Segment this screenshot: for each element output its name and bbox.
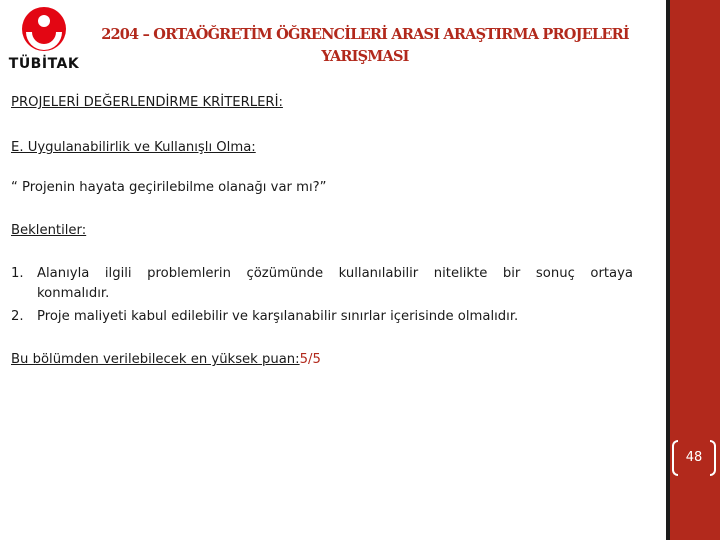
- criterion-heading: E. Uygulanabilirlik ve Kullanışlı Olma:: [11, 140, 256, 155]
- list-item-text: Proje maliyeti kabul edilebilir ve karşılanabilir sınırlar içerisinde olmalıdır.: [37, 309, 519, 324]
- section-heading: PROJELERİ DEĞERLENDİRME KRİTERLERİ:: [11, 95, 283, 110]
- right-bracket-icon: [710, 440, 716, 476]
- tubitak-logo-icon: [4, 4, 84, 56]
- score-value: 5/5: [299, 352, 321, 367]
- title-line-2: YARIŞMASI: [321, 48, 409, 65]
- logo-text: TÜBİTAK: [8, 56, 80, 72]
- title-line-1: 2204 – ORTAÖĞRETİM ÖĞRENCİLERİ ARASI ARAŞTIRMA PROJELERİ: [101, 26, 629, 43]
- list-item: [11, 307, 633, 327]
- criterion-question: “ Projenin hayata geçirilebilme olanağı var mı?”: [11, 180, 327, 195]
- expectations-heading: Beklentiler:: [11, 223, 87, 238]
- list-item: [11, 264, 633, 304]
- page-number: [672, 440, 716, 478]
- page-title: [100, 24, 630, 68]
- sidebar-divider: [666, 0, 670, 540]
- page-number-text: 48: [685, 450, 703, 465]
- list-item-number: 2.: [11, 309, 24, 324]
- expectations-list: [11, 264, 633, 330]
- list-item-number: 1.: [11, 266, 24, 281]
- score-label: Bu bölümden verilebilecek en yüksek puan:: [11, 352, 300, 367]
- score-line: [11, 352, 321, 367]
- tubitak-logo: [4, 4, 84, 78]
- list-item-text: Alanıyla ilgili problemlerin çözümünde kullanılabilir nitelikte bir sonuç ortaya konmalıdır.: [37, 266, 633, 301]
